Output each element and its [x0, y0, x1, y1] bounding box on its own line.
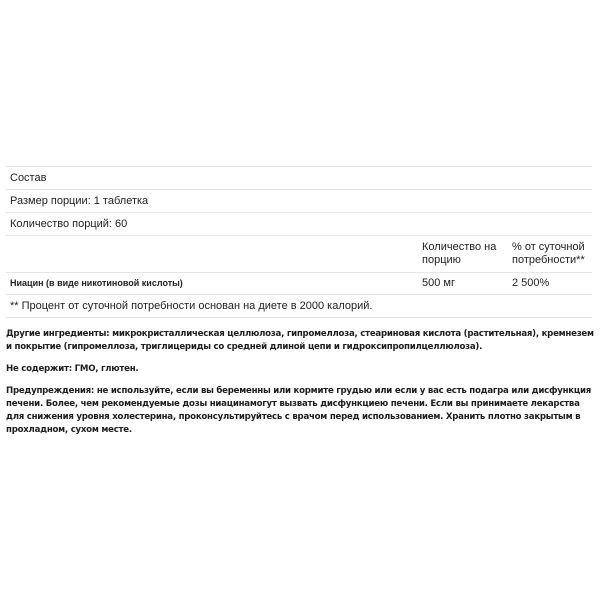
header-blank — [6, 236, 418, 273]
servings-per-container: Количество порций: 60 — [6, 213, 592, 236]
other-ingredients: Другие ингредиенты: микрокристаллическая целлюлоза, гипромеллоза, стеариновая кислота (растительная), кремнезем и покрытие (гипромеллоза, триглицериды со средней длиной цепи и гидроксипропилцеллюлоза). — [6, 329, 594, 352]
nutrient-row — [6, 273, 592, 295]
facts-title-row — [6, 167, 592, 190]
nutrient-name: Ниацин (в виде никотиновой кислоты) — [6, 273, 418, 295]
facts-title: Состав — [6, 167, 592, 190]
facts-header-row — [6, 236, 592, 273]
footnote-row — [6, 295, 592, 318]
servings-per-container-row — [6, 213, 592, 236]
serving-size-row — [6, 190, 592, 213]
header-amount: Количество на порцию — [418, 236, 508, 273]
footnote: ** Процент от суточной потребности основан на диете в 2000 калорий. — [6, 295, 592, 318]
header-daily-value: % от суточной потребности** — [508, 236, 592, 273]
supplement-facts-table — [6, 166, 592, 318]
nutrient-amount: 500 мг — [418, 273, 508, 295]
free-of: Не содержит: ГМО, глютен. — [6, 364, 139, 374]
serving-size: Размер порции: 1 таблетка — [6, 190, 592, 213]
nutrient-daily-value: 2 500% — [508, 273, 592, 295]
warnings: Предупреждения: не используйте, если вы беременны или кормите грудью или если у вас есть подагра или дисфункция печени. Более, чем рекомендуемые дозы ниацинамогут вызвать дисфункциею печени. Если вы принимаете лекарства для снижения уровня холестерина, проконсультируйтесь с врачом перед использованием. Хранить плотно закрытым в прохладном, сухом месте. — [6, 386, 592, 435]
product-notes — [6, 328, 596, 446]
